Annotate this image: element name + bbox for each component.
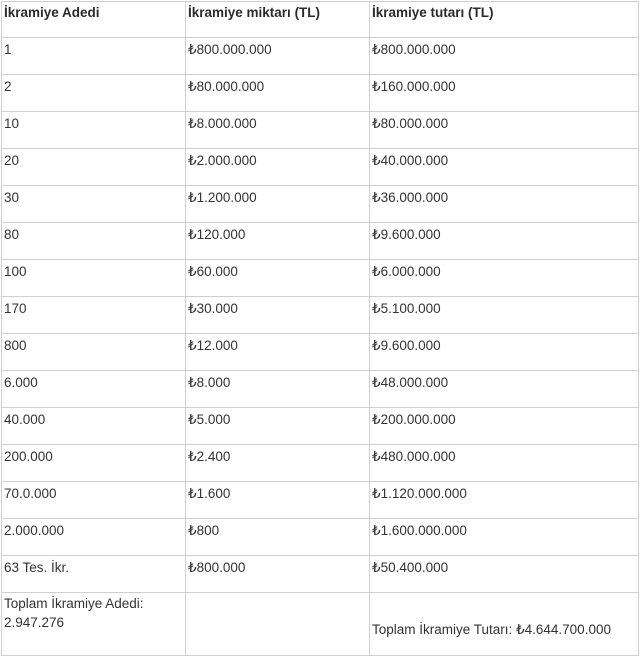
table-body: [2, 38, 639, 656]
table-row: [2, 149, 639, 186]
cell-prize-count: 1: [2, 38, 186, 75]
header-prize-total: İkramiye tutarı (TL): [370, 2, 639, 38]
cell-prize-total: ₺6.000.000: [370, 260, 639, 297]
cell-prize-total: ₺9.600.000: [370, 334, 639, 371]
cell-prize-count: 2.000.000: [2, 519, 186, 556]
total-count-cell: Toplam İkramiye Adedi: 2.947.276: [2, 593, 186, 656]
cell-prize-total: ₺1.600.000.000: [370, 519, 639, 556]
cell-prize-amount: ₺800: [186, 519, 370, 556]
table-row: [2, 371, 639, 408]
cell-prize-amount: ₺60.000: [186, 260, 370, 297]
table-header-row: [2, 2, 639, 38]
cell-prize-count: 63 Tes. İkr.: [2, 556, 186, 593]
table-row: [2, 75, 639, 112]
cell-prize-count: 80: [2, 223, 186, 260]
cell-prize-total: ₺800.000.000: [370, 38, 639, 75]
cell-prize-amount: ₺12.000: [186, 334, 370, 371]
cell-prize-amount: ₺2.400: [186, 445, 370, 482]
cell-prize-amount: ₺8.000: [186, 371, 370, 408]
table-row: [2, 519, 639, 556]
cell-prize-amount: ₺1.600: [186, 482, 370, 519]
cell-prize-amount: ₺1.200.000: [186, 186, 370, 223]
table-row: [2, 445, 639, 482]
cell-prize-count: 10: [2, 112, 186, 149]
cell-prize-total: ₺480.000.000: [370, 445, 639, 482]
table-row: [2, 38, 639, 75]
table-row: [2, 482, 639, 519]
cell-prize-total: ₺80.000.000: [370, 112, 639, 149]
cell-prize-total: ₺50.400.000: [370, 556, 639, 593]
cell-prize-total: ₺9.600.000: [370, 223, 639, 260]
total-row: [2, 593, 639, 656]
cell-prize-amount: ₺80.000.000: [186, 75, 370, 112]
cell-prize-total: ₺200.000.000: [370, 408, 639, 445]
cell-prize-amount: ₺120.000: [186, 223, 370, 260]
table-row: [2, 260, 639, 297]
cell-prize-total: ₺48.000.000: [370, 371, 639, 408]
table-row: [2, 334, 639, 371]
total-amount-cell: Toplam İkramiye Tutarı: ₺4.644.700.000: [370, 593, 639, 656]
cell-prize-count: 20: [2, 149, 186, 186]
header-prize-count: İkramiye Adedi: [2, 2, 186, 38]
cell-prize-amount: ₺30.000: [186, 297, 370, 334]
header-prize-amount: İkramiye miktarı (TL): [186, 2, 370, 38]
cell-prize-amount: ₺2.000.000: [186, 149, 370, 186]
table-row: [2, 297, 639, 334]
prize-table: [1, 1, 639, 656]
cell-prize-amount: ₺8.000.000: [186, 112, 370, 149]
cell-prize-total: ₺5.100.000: [370, 297, 639, 334]
table-row: [2, 408, 639, 445]
cell-prize-count: 200.000: [2, 445, 186, 482]
table-row: [2, 223, 639, 260]
cell-prize-total: ₺1.120.000.000: [370, 482, 639, 519]
cell-prize-total: ₺36.000.000: [370, 186, 639, 223]
cell-prize-total: ₺160.000.000: [370, 75, 639, 112]
table-row: [2, 186, 639, 223]
cell-prize-count: 30: [2, 186, 186, 223]
cell-prize-amount: ₺5.000: [186, 408, 370, 445]
cell-prize-total: ₺40.000.000: [370, 149, 639, 186]
table-row: [2, 556, 639, 593]
cell-prize-amount: ₺800.000: [186, 556, 370, 593]
cell-prize-count: 40.000: [2, 408, 186, 445]
cell-prize-amount: ₺800.000.000: [186, 38, 370, 75]
cell-prize-count: 70.0.000: [2, 482, 186, 519]
cell-prize-count: 800: [2, 334, 186, 371]
table-row: [2, 112, 639, 149]
total-empty-cell: [186, 593, 370, 656]
cell-prize-count: 100: [2, 260, 186, 297]
cell-prize-count: 2: [2, 75, 186, 112]
cell-prize-count: 170: [2, 297, 186, 334]
cell-prize-count: 6.000: [2, 371, 186, 408]
